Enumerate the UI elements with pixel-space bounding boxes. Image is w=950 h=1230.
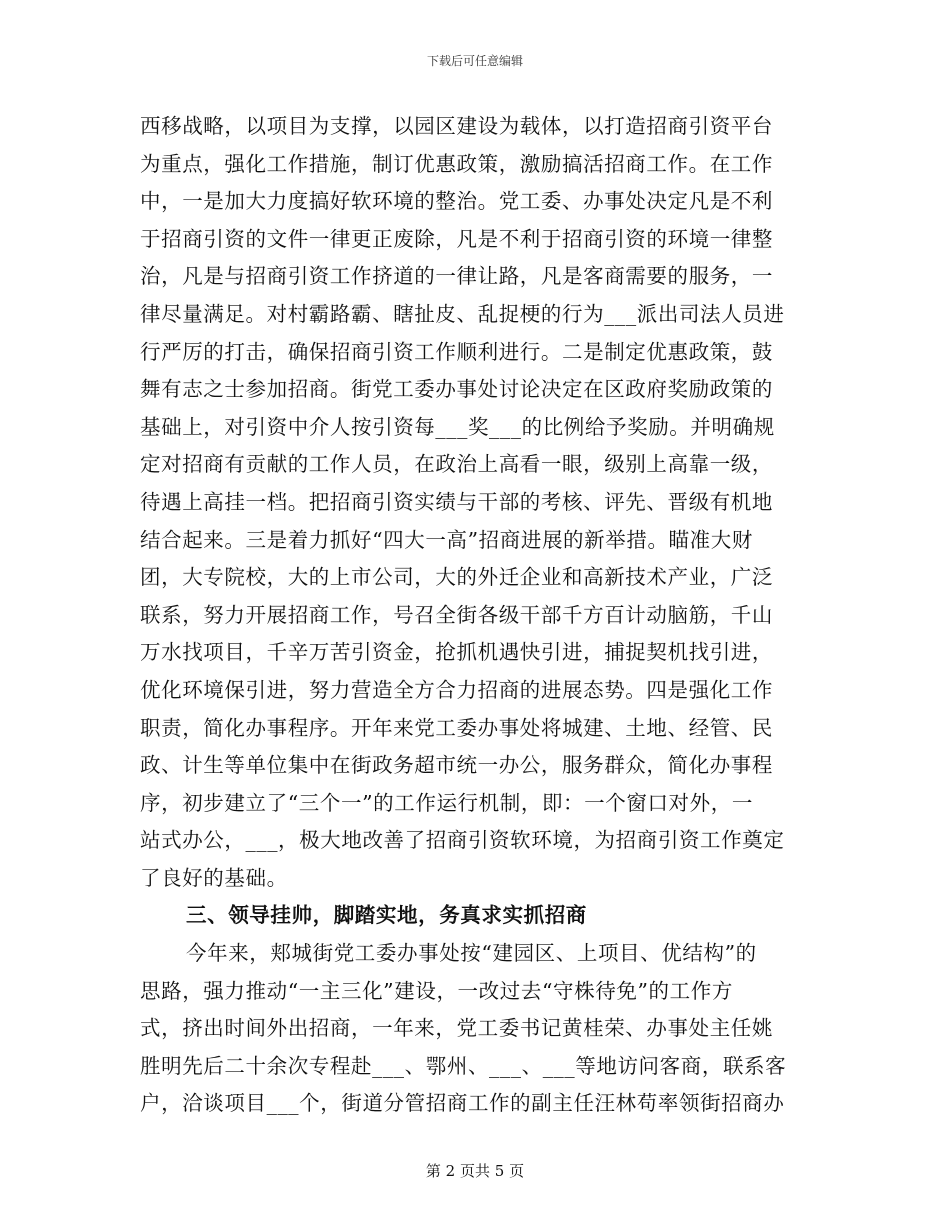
paragraph-line: 了良好的基础。 [140, 865, 288, 890]
paragraph-line: 序，初步建立了“三个一”的工作运行机制，即：一个窗口对外，一 [140, 790, 753, 815]
paragraph-line: 基础上，对引资中介人按引资每___奖___的比例给予奖励。并明确规 [140, 414, 775, 439]
paragraph-line: 思路，强力推动“一主三化”建设，一改过去“守株待免”的工作方 [140, 978, 733, 1003]
paragraph-line: 职责，简化办事程序。开年来党工委办事处将城建、土地、经管、民 [140, 715, 773, 740]
paragraph-line: 政、计生等单位集中在街政务超市统一办公，服务群众，简化办事程 [140, 753, 773, 778]
paragraph-line: 站式办公，___，极大地改善了招商引资软环境，为招商引资工作奠定 [140, 828, 785, 853]
paragraph-line: 优化环境保引进，努力营造全方合力招商的进展态势。四是强化工作 [140, 677, 773, 702]
document-body [140, 108, 806, 1123]
paragraph-line: 中，一是加大力度搞好软环境的整治。党工委、办事处决定凡是不利 [140, 189, 773, 214]
section-heading: 三、领导挂帅，脚踏实地，务真求实抓招商 [186, 903, 587, 928]
paragraph-line: 待遇上高挂一档。把招商引资实绩与干部的考核、评先、晋级有机地 [140, 489, 773, 514]
paragraph-line: 行严厉的打击，确保招商引资工作顺利进行。二是制定优惠政策，鼓 [140, 339, 773, 364]
paragraph-line: 西移战略，以项目为支撑，以园区建设为载体，以打造招商引资平台 [140, 114, 773, 138]
paragraph-line: 团，大专院校，大的上市公司，大的外迁企业和高新技术产业，广泛 [140, 565, 773, 590]
paragraph-line: 胜明先后二十余次专程赴___、鄂州、___、___等地访问客商，联系客 [140, 1053, 787, 1078]
paragraph-line: 舞有志之士参加招商。街党工委办事处讨论决定在区政府奖励政策的 [140, 377, 773, 402]
paragraph-line: 治，凡是与招商引资工作挤道的一律让路，凡是客商需要的服务，一 [140, 264, 773, 289]
paragraph-line: 定对招商有贡献的工作人员，在政治上高看一眼，级别上高靠一级， [140, 452, 773, 477]
paragraph-line: 于招商引资的文件一律更正废除，凡是不利于招商引资的环境一律整 [140, 226, 773, 251]
paragraph-line: 今年来，郏城街党工委办事处按“建园区、上项目、优结构”的 [186, 941, 757, 966]
paragraph-line: 联系，努力开展招商工作，号召全街各级干部千方百计动脑筋，千山 [140, 602, 773, 627]
paragraph-line: 结合起来。三是着力抓好“四大一高”招商进展的新举措。瞄准大财 [140, 527, 753, 552]
page-header: 下载后可任意编辑 [426, 54, 523, 68]
page-footer: 第 2 页共 5 页 [425, 1162, 525, 1180]
paragraph-line: 户，洽谈项目___个，街道分管招商工作的副主任汪林苟率领街招商办 [140, 1091, 785, 1116]
paragraph-line: 为重点，强化工作措施，制订优惠政策，激励搞活招商工作。在工作 [140, 151, 773, 176]
paragraph-line: 万水找项目，千辛万苦引资金，抢抓机遇快引进，捕捉契机找引进， [140, 640, 773, 665]
paragraph-line: 律尽量满足。对村霸路霸、瞎扯皮、乱捉梗的行为___派出司法人员进 [140, 301, 785, 326]
paragraph-line: 式，挤出时间外出招商，一年来，党工委书记黄桂荣、办事处主任姚 [140, 1016, 773, 1041]
